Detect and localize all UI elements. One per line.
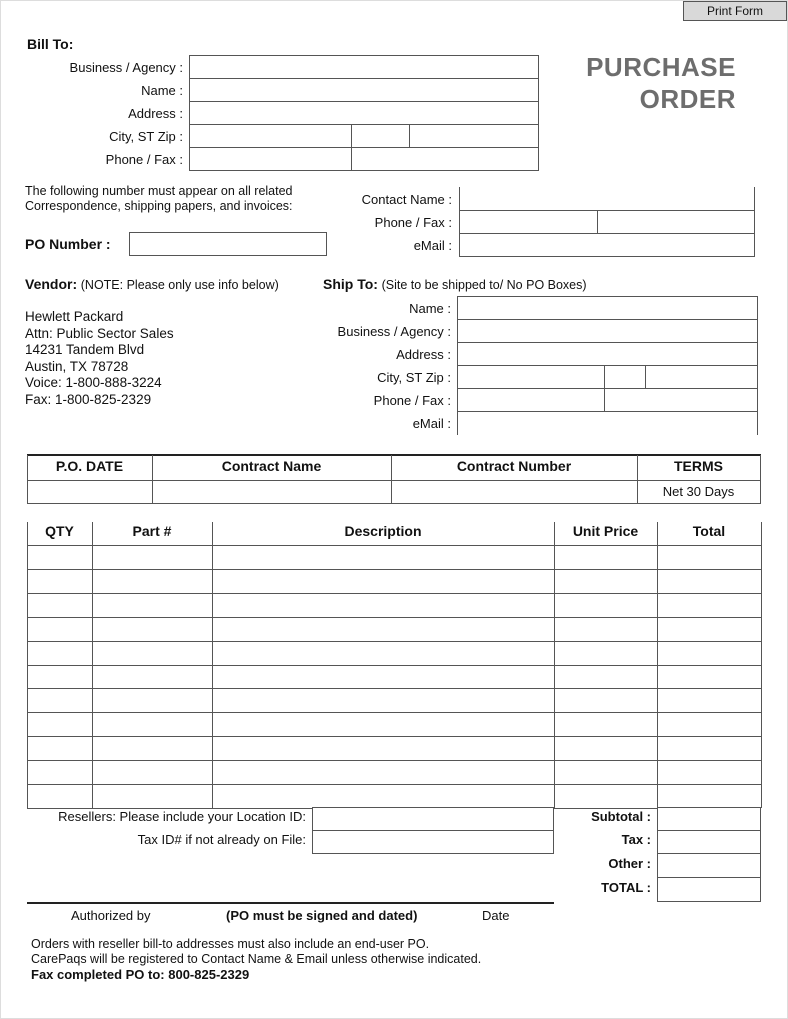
notice-line-1: The following number must appear on all related <box>25 184 293 198</box>
signature-line <box>27 902 554 904</box>
item-total-cell[interactable] <box>658 713 761 736</box>
ship-phone-field[interactable] <box>457 388 605 412</box>
notice-line-2: Correspondence, shipping papers, and invoices: <box>25 199 293 213</box>
item-part-cell[interactable] <box>93 713 212 736</box>
item-description-cell[interactable] <box>213 737 554 760</box>
vendor-note: (NOTE: Please only use info below) <box>80 278 279 292</box>
total-field[interactable] <box>657 877 761 902</box>
title-line-2: ORDER <box>639 84 736 114</box>
reseller-location-field[interactable] <box>312 807 554 831</box>
item-part-cell[interactable] <box>93 689 212 712</box>
bill-business-field[interactable] <box>189 55 539 79</box>
item-unit-price-cell[interactable] <box>555 618 657 641</box>
bill-zip-field[interactable] <box>409 124 539 148</box>
ship-to-heading: Ship To: <box>323 276 378 292</box>
subtotal-field[interactable] <box>657 807 761 831</box>
item-unit-price-cell[interactable] <box>555 570 657 593</box>
item-unit-price-cell[interactable] <box>555 737 657 760</box>
bill-name-label: Name : <box>141 83 183 98</box>
item-total-cell[interactable] <box>658 642 761 665</box>
vendor-line: Austin, TX 78728 <box>25 358 129 374</box>
item-description-cell[interactable] <box>213 546 554 569</box>
title-line-1: PURCHASE <box>586 52 736 82</box>
bill-to-heading: Bill To: <box>27 36 74 52</box>
print-form-button[interactable]: Print Form <box>683 1 787 21</box>
vendor-line: Voice: 1-800-888-3224 <box>25 375 162 390</box>
subtotal-label: Subtotal : <box>591 809 651 824</box>
item-unit-price-cell[interactable] <box>555 666 657 689</box>
other-label: Other : <box>608 856 651 871</box>
item-unit-price-cell[interactable] <box>555 594 657 617</box>
contact-divider-3 <box>459 256 755 257</box>
total-label: TOTAL : <box>601 880 651 895</box>
tax-label: Tax : <box>621 832 651 847</box>
ship-address-label: Address : <box>396 347 451 362</box>
vendor-line: Attn: Public Sector Sales <box>25 325 174 341</box>
contract-name-header: Contract Name <box>221 458 322 474</box>
item-total-cell[interactable] <box>658 570 761 593</box>
item-qty-cell[interactable] <box>28 737 92 760</box>
ship-email-field[interactable] <box>458 412 756 434</box>
total-header: Total <box>692 523 726 539</box>
ship-email-right-border <box>757 411 758 435</box>
item-part-cell[interactable] <box>93 785 212 808</box>
bill-address-label: Address : <box>128 106 183 121</box>
item-qty-cell[interactable] <box>28 713 92 736</box>
item-description-cell[interactable] <box>213 570 554 593</box>
contact-phone-field[interactable] <box>460 211 596 232</box>
authorized-by-label: Authorized by <box>71 908 151 923</box>
tax-id-field[interactable] <box>312 830 554 854</box>
contact-email-field[interactable] <box>460 234 754 255</box>
item-description-cell[interactable] <box>213 618 554 641</box>
ship-state-field[interactable] <box>604 365 646 389</box>
item-description-cell[interactable] <box>213 666 554 689</box>
bill-address-field[interactable] <box>189 101 539 125</box>
item-qty-cell[interactable] <box>28 642 92 665</box>
ship-name-label: Name : <box>409 301 451 316</box>
item-unit-price-cell[interactable] <box>555 713 657 736</box>
po-number-label: PO Number : <box>25 236 111 252</box>
contact-fax-field[interactable] <box>598 211 754 232</box>
vendor-heading-row <box>25 276 279 292</box>
contact-right-border <box>754 187 755 257</box>
item-qty-cell[interactable] <box>28 689 92 712</box>
bill-name-field[interactable] <box>189 78 539 102</box>
ship-fax-field[interactable] <box>604 388 758 412</box>
reseller-label: Resellers: Please include your Location ID: <box>58 809 306 824</box>
item-description-cell[interactable] <box>213 689 554 712</box>
ship-city-label: City, ST Zip : <box>377 370 451 385</box>
bill-city-field[interactable] <box>189 124 352 148</box>
item-qty-cell[interactable] <box>28 594 92 617</box>
terms-header: TERMS <box>674 458 723 474</box>
note-line-2: CarePaqs will be registered to Contact Name & Email unless otherwise indicated. <box>31 952 482 966</box>
contact-phone-label: Phone / Fax : <box>374 215 452 230</box>
item-part-cell[interactable] <box>93 761 212 784</box>
item-total-cell[interactable] <box>658 594 761 617</box>
ship-address-field[interactable] <box>457 342 758 366</box>
item-part-cell[interactable] <box>93 618 212 641</box>
vendor-address <box>25 309 174 408</box>
items-col-border <box>761 522 762 808</box>
contract-number-field[interactable] <box>392 481 636 503</box>
item-unit-price-cell[interactable] <box>555 546 657 569</box>
item-qty-cell[interactable] <box>28 570 92 593</box>
item-part-cell[interactable] <box>93 546 212 569</box>
item-qty-cell[interactable] <box>28 546 92 569</box>
part-header: Part # <box>132 523 172 539</box>
ship-name-field[interactable] <box>457 296 758 320</box>
ship-business-field[interactable] <box>457 319 758 343</box>
item-description-cell[interactable] <box>213 713 554 736</box>
item-qty-cell[interactable] <box>28 761 92 784</box>
item-unit-price-cell[interactable] <box>555 642 657 665</box>
po-date-field[interactable] <box>28 481 151 503</box>
item-unit-price-cell[interactable] <box>555 785 657 808</box>
item-description-cell[interactable] <box>213 594 554 617</box>
item-part-cell[interactable] <box>93 594 212 617</box>
bill-business-label: Business / Agency : <box>69 60 183 75</box>
date-label: Date <box>482 908 510 923</box>
item-description-cell[interactable] <box>213 761 554 784</box>
contract-name-field[interactable] <box>153 481 390 503</box>
fax-line: Fax completed PO to: 800-825-2329 <box>31 967 250 982</box>
bill-phone-field[interactable] <box>189 147 352 171</box>
ship-phone-label: Phone / Fax : <box>373 393 451 408</box>
tax-id-label: Tax ID# if not already on File: <box>137 832 306 847</box>
vendor-heading: Vendor: <box>25 276 78 292</box>
order-info-col-border <box>760 455 761 504</box>
note-line-1: Orders with reseller bill-to addresses must also include an end-user PO. <box>31 937 430 951</box>
item-total-cell[interactable] <box>658 618 761 641</box>
ship-to-heading-row <box>323 276 587 292</box>
item-description-cell[interactable] <box>213 785 554 808</box>
item-qty-cell[interactable] <box>28 785 92 808</box>
item-total-cell[interactable] <box>658 666 761 689</box>
tax-field[interactable] <box>657 830 761 854</box>
ship-email-label: eMail : <box>412 416 451 431</box>
bill-fax-field[interactable] <box>351 147 539 171</box>
contact-name-label: Contact Name : <box>361 192 452 207</box>
ship-to-note: (Site to be shipped to/ No PO Boxes) <box>381 278 587 292</box>
item-total-cell[interactable] <box>658 785 761 808</box>
item-qty-cell[interactable] <box>28 666 92 689</box>
qty-header: QTY <box>45 523 74 539</box>
vendor-line: Fax: 1-800-825-2329 <box>25 391 152 407</box>
item-unit-price-cell[interactable] <box>555 689 657 712</box>
item-total-cell[interactable] <box>658 761 761 784</box>
item-part-cell[interactable] <box>93 642 212 665</box>
contact-email-label: eMail : <box>413 238 452 253</box>
item-total-cell[interactable] <box>658 737 761 760</box>
po-date-header: P.O. DATE <box>55 458 124 474</box>
bill-state-field[interactable] <box>351 124 410 148</box>
item-unit-price-cell[interactable] <box>555 761 657 784</box>
po-number-field[interactable] <box>129 232 327 256</box>
contract-number-header: Contract Number <box>456 458 572 474</box>
ship-city-field[interactable] <box>457 365 605 389</box>
terms-value: Net 30 Days <box>662 484 735 499</box>
description-header: Description <box>344 523 422 539</box>
contact-name-field[interactable] <box>460 188 754 209</box>
item-qty-cell[interactable] <box>28 618 92 641</box>
bill-city-label: City, ST Zip : <box>109 129 183 144</box>
ship-zip-field[interactable] <box>645 365 758 389</box>
item-total-cell[interactable] <box>658 546 761 569</box>
unit-price-header: Unit Price <box>572 523 639 539</box>
item-part-cell[interactable] <box>93 570 212 593</box>
ship-business-label: Business / Agency : <box>337 324 451 339</box>
vendor-line: 14231 Tandem Blvd <box>25 342 145 357</box>
bill-phone-label: Phone / Fax : <box>105 152 183 167</box>
item-description-cell[interactable] <box>213 642 554 665</box>
sign-note: (PO must be signed and dated) <box>226 908 418 923</box>
vendor-line: Hewlett Packard <box>25 309 124 324</box>
item-part-cell[interactable] <box>93 666 212 689</box>
item-part-cell[interactable] <box>93 737 212 760</box>
other-field[interactable] <box>657 853 761 878</box>
item-total-cell[interactable] <box>658 689 761 712</box>
